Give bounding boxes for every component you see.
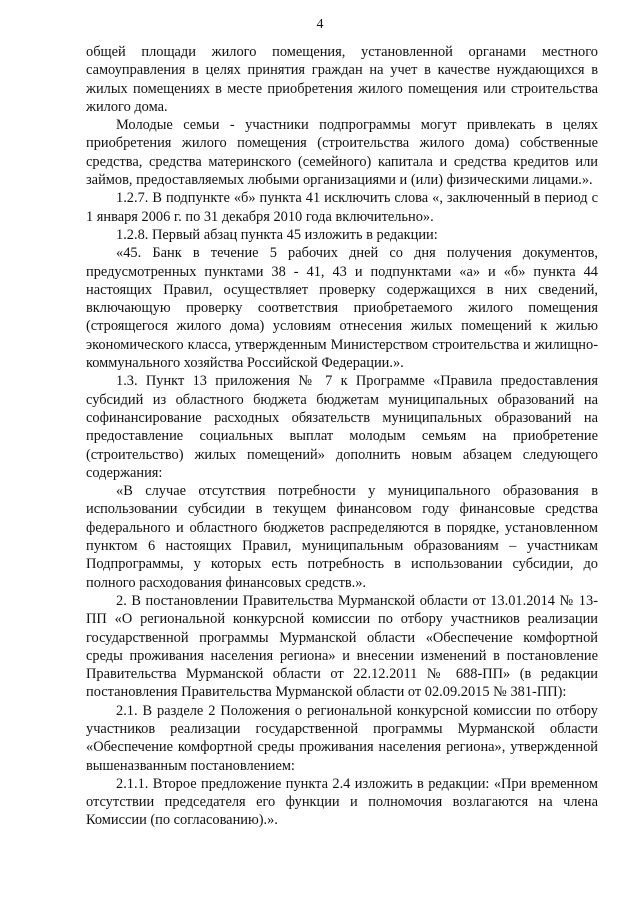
paragraph-1-3: 1.3. Пункт 13 приложения № 7 к Программе «Правила предоставления субсидий из областного бюджета бюджетам муниципальных образований на софинансирование расходных обязательств муниципальных образований на предоставление социальных выплат молодым семьям на приобретение (строительство) жилых помещений» дополнить новым абзацем следующего содержания: <box>86 373 598 481</box>
paragraph-2-1-1: 2.1.1. Второе предложение пункта 2.4 изложить в редакции: «При временном отсутствии председателя его функции и полномочия возлагаются на члена Комиссии (по согласованию).». <box>86 775 598 829</box>
paragraph-continuation: общей площади жилого помещения, установленной органами местного самоуправления в целях принятия граждан на учет в качестве нуждающихся в жилых помещениях в месте приобретения жилого помещения или строительства жилого дома. <box>86 44 598 115</box>
paragraph-2-1: 2.1. В разделе 2 Положения о региональной конкурсной комиссии по отбору участников реализации государственной программы Мурманской области «Обеспечение комфортной среды проживания населения региона», утвержденной вышеназванным постановлением: <box>86 702 598 774</box>
paragraph-young-families: Молодые семьи - участники подпрограммы могут привлекать в целях приобретения жилого помещения (строительства жилого дома) собственные средства, средства материнского (семейного) капитала и средства кредитов или займов, предоставляемых любыми организациями и (или) физическими лицами.». <box>86 117 598 189</box>
page-number: 4 <box>316 17 324 32</box>
paragraph-1-2-7: 1.2.7. В подпункте «б» пункта 41 исключить слова «, заключенный в период с 1 января 2006 г. по 31 декабря 2010 года включительно». <box>86 190 598 225</box>
paragraph-clause-45: «45. Банк в течение 5 рабочих дней со дня получения документов, предусмотренных пунктами 38 - 41, 43 и подпунктами «а» и «б» пункта 44 настоящих Правил, осуществляет проверку содержащихся в них сведений, включающую проверку соответствия приобретаемого жилого помещения (строящегося жилого дома) условиям отнесения жилых помещений к жилью экономического класса, утвержденным Министерством строительства и жилищно-коммунального хозяйства Российской Федерации.». <box>86 245 598 372</box>
paragraph-1-2-8: 1.2.8. Первый абзац пункта 45 изложить в редакции: <box>116 226 438 243</box>
paragraph-new-clause: «В случае отсутствия потребности у муниципального образования в использовании субсидии в текущем финансовом году финансовые средства федерального и областного бюджетов распределяются в порядке, установленном пунктом 6 настоящих Правил, муниципальным образованиям – участникам Подпрограммы, у которых есть потребность в использовании субсидии, до полного расходования финансовых средств.». <box>86 483 598 591</box>
paragraph-2: 2. В постановлении Правительства Мурманской области от 13.01.2014 № 13-ПП «О региональной конкурсной комиссии по отбору участников реализации государственной программы Мурманской области «Обеспечение комфортной среды проживания населения региона» и внесении изменений в постановление Правительства Мурманской области от 22.12.2011 № 688-ПП» (в редакции постановления Правительства Мурманской области от 02.09.2015 № 381-ПП): <box>86 592 598 701</box>
document-body <box>86 43 598 830</box>
